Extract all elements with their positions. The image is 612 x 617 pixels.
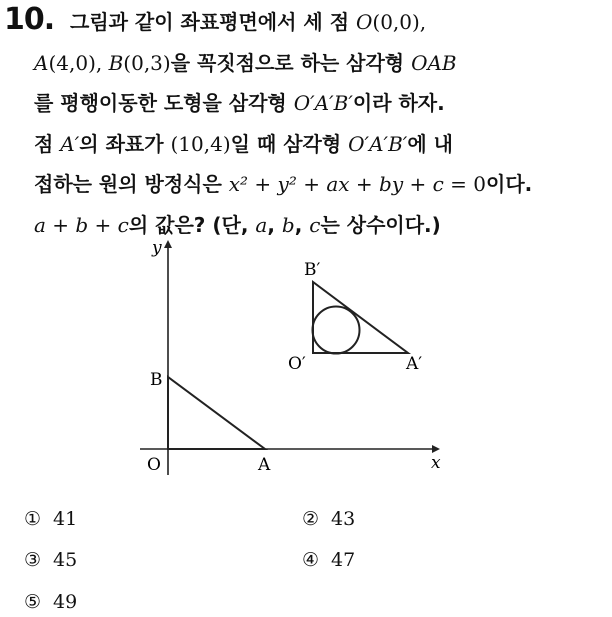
math-expression: (0,3) [123, 51, 171, 75]
choice-mark: ② [302, 508, 320, 530]
choice-2[interactable] [302, 508, 355, 530]
choice-value: 49 [53, 591, 78, 613]
question-text-segment: , [294, 213, 310, 237]
question-text-segment: 는 상수이다.) [320, 213, 441, 237]
math-expression: (10,4) [170, 132, 231, 156]
math-expression: O′A′B′ [348, 132, 408, 156]
triangle-oab [168, 377, 265, 449]
inscribed-circle [313, 307, 360, 354]
choice-1[interactable] [24, 508, 77, 530]
point-a-label: A [258, 455, 271, 475]
question-text-segment: 의 값은? (단, [128, 213, 256, 237]
math-expression: x² + y² + ax + by + c [228, 172, 444, 196]
choice-value: 47 [331, 549, 356, 571]
point-o-prime-label: O′ [288, 354, 306, 374]
triangle-o-prime-a-prime-b-prime [313, 282, 408, 353]
math-expression: = 0 [443, 172, 486, 196]
math-expression: (4,0), [48, 51, 109, 75]
choice-value: 45 [53, 549, 78, 571]
math-expression: A [34, 51, 49, 75]
point-a-prime-label: A′ [406, 354, 423, 374]
math-expression: a [255, 213, 268, 237]
math-expression: b [281, 213, 295, 237]
question-text-segment: 일 때 삼각형 [230, 132, 349, 156]
question-text-segment: 이라 하자. [352, 91, 445, 115]
choice-value: 43 [331, 508, 356, 530]
choice-mark: ⑤ [24, 591, 42, 613]
question-text-segment: 에 내 [407, 132, 453, 156]
question-text-segment: 접하는 원의 방정식은 [34, 172, 229, 196]
choice-mark: ① [24, 508, 42, 530]
math-expression: A′ [60, 132, 80, 156]
math-expression: c [309, 213, 321, 237]
point-b-prime-label: B′ [304, 260, 321, 280]
y-axis-label: y [152, 238, 162, 258]
x-axis-label: x [431, 453, 441, 473]
choice-mark: ③ [24, 549, 42, 571]
question-text-segment: 의 좌표가 [79, 132, 171, 156]
math-expression: (0,0), [372, 10, 427, 34]
question-text-segment: 을 꼭짓점으로 하는 삼각형 [170, 51, 412, 75]
math-expression: B [108, 51, 124, 75]
choice-4[interactable] [302, 549, 355, 571]
math-expression: OAB [411, 51, 457, 75]
y-axis-arrow-icon [164, 240, 172, 248]
question-text-segment: 그림과 같이 좌표평면에서 세 점 [70, 10, 356, 34]
choice-5[interactable] [24, 591, 77, 613]
origin-label: O [147, 455, 161, 475]
choice-value: 41 [53, 508, 78, 530]
math-expression: O′A′B′ [293, 91, 353, 115]
question-text-segment: 이다. [486, 172, 533, 196]
question-text-segment: , [267, 213, 282, 237]
choice-mark: ④ [302, 549, 320, 571]
choice-3[interactable] [24, 549, 77, 571]
math-expression: O [355, 10, 373, 34]
question-text-segment: 점 [34, 132, 61, 156]
point-b-label: B [150, 370, 163, 390]
x-axis-arrow-icon [432, 445, 440, 453]
question-text-segment: 를 평행이동한 도형을 삼각형 [34, 91, 294, 115]
math-expression: a + b + c [34, 213, 129, 237]
question-number: 10. [4, 2, 55, 37]
